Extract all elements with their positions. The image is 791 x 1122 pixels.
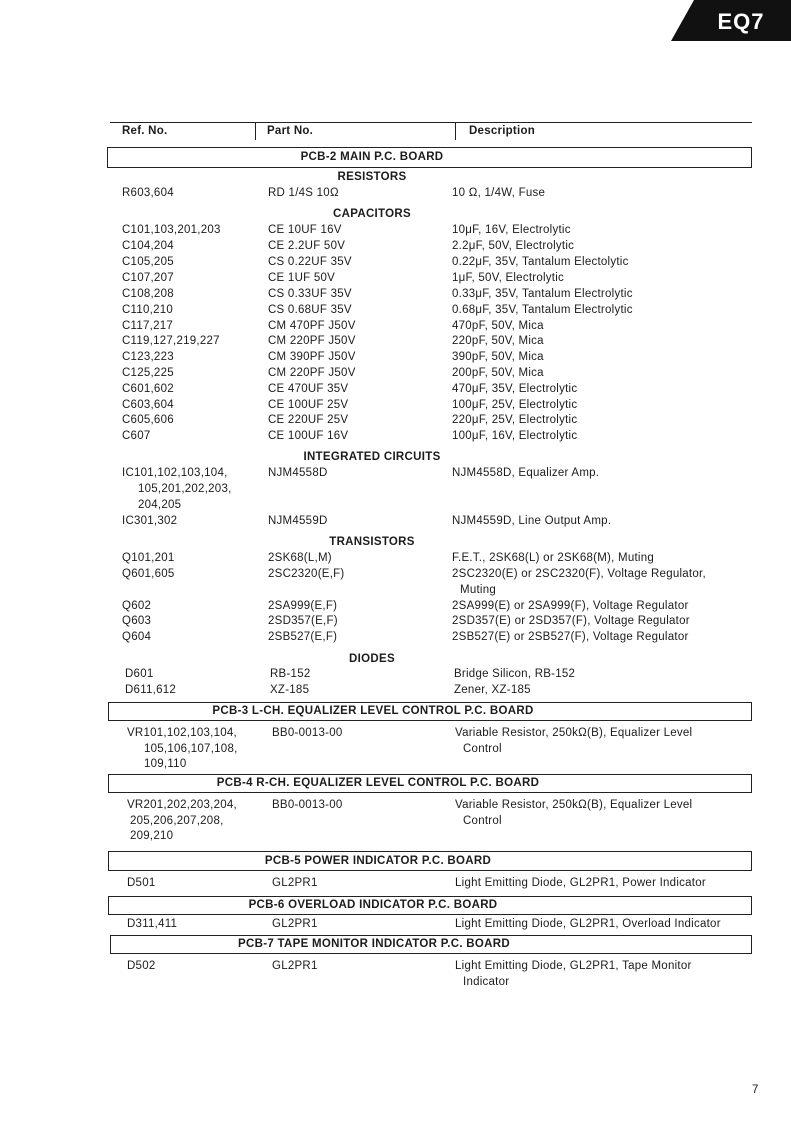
- page-number: 7: [752, 1084, 759, 1096]
- ref-no: Q603: [122, 615, 152, 627]
- description-cell: [455, 798, 692, 829]
- part-no: CS 0.68UF 35V: [268, 304, 352, 316]
- category-heading: TRANSISTORS: [329, 536, 415, 548]
- ref-no-continued: 105,106,107,108,: [144, 742, 238, 755]
- description: Light Emitting Diode, GL2PR1, Power Indicator: [455, 877, 706, 889]
- category-heading: RESISTORS: [337, 171, 407, 183]
- board-section-header: [108, 702, 752, 721]
- ref-no-cell: [127, 798, 237, 845]
- description: F.E.T., 2SK68(L) or 2SK68(M), Muting: [452, 552, 655, 564]
- part-no: CE 470UF 35V: [268, 383, 349, 395]
- part-no: CE 10UF 16V: [268, 224, 342, 236]
- ref-no: IC301,302: [122, 515, 178, 527]
- ref-no: C607: [122, 430, 151, 442]
- part-no: 2SK68(L,M): [268, 552, 332, 564]
- part-no: CE 100UF 16V: [268, 430, 349, 442]
- ref-no: Q601,605: [122, 568, 175, 580]
- board-section-header: [110, 935, 752, 954]
- ref-no: C101,103,201,203: [122, 224, 221, 236]
- board-section-header: [108, 774, 752, 793]
- ref-no-cell: [122, 465, 232, 513]
- ref-no: C117,217: [122, 320, 174, 332]
- ref-no-continued: 105,201,202,203,: [138, 483, 232, 495]
- category-heading: INTEGRATED CIRCUITS: [303, 451, 441, 463]
- description-continued: Muting: [460, 584, 497, 596]
- ref-no: C108,208: [122, 288, 174, 300]
- part-no: CE 2.2UF 50V: [268, 240, 346, 252]
- description: 10μF, 16V, Electrolytic: [452, 224, 571, 236]
- ref-no: VR201,202,203,204,: [127, 799, 238, 811]
- part-no: CM 220PF J50V: [268, 367, 356, 379]
- description: 200pF, 50V, Mica: [452, 367, 544, 379]
- part-no: NJM4559D: [268, 515, 328, 527]
- description: 2.2μF, 50V, Electrolytic: [452, 240, 575, 252]
- description-continued: Control: [463, 742, 502, 755]
- category-heading: DIODES: [349, 653, 395, 665]
- ref-no: C123,223: [122, 351, 174, 363]
- part-no: CS 0.22UF 35V: [268, 256, 352, 268]
- description: 10 Ω, 1/4W, Fuse: [452, 187, 546, 199]
- ref-no-continued: 205,206,207,208,: [130, 814, 224, 827]
- ref-no: VR101,102,103,104,: [127, 727, 238, 739]
- description: Bridge Silicon, RB-152: [454, 668, 576, 680]
- part-no: 2SB527(E,F): [268, 631, 338, 643]
- part-no: RD 1/4S 10Ω: [268, 187, 339, 199]
- part-no: CE 100UF 25V: [268, 399, 349, 411]
- board-title: PCB-5 POWER INDICATOR P.C. BOARD: [264, 855, 492, 867]
- board-section-header: [108, 851, 752, 871]
- ref-no-continued: 109,110: [144, 758, 187, 771]
- column-header-part: Part No.: [267, 125, 314, 137]
- part-no: GL2PR1: [272, 877, 318, 889]
- page-tab: [671, 0, 791, 41]
- ref-no-continued: 209,210: [130, 830, 174, 843]
- page-tab-label: EQ7: [717, 9, 765, 34]
- part-no: BB0-0013-00: [272, 799, 343, 811]
- board-title: PCB-2 MAIN P.C. BOARD: [300, 151, 444, 163]
- description: 2SB527(E) or 2SB527(F), Voltage Regulator: [452, 631, 689, 643]
- part-no: 2SD357(E,F): [268, 615, 338, 627]
- description: 2SA999(E) or 2SA999(F), Voltage Regulator: [452, 600, 689, 612]
- description-continued: Control: [463, 814, 502, 827]
- description-continued: Indicator: [463, 976, 510, 988]
- board-title: PCB-3 L-CH. EQUALIZER LEVEL CONTROL P.C. BOARD: [212, 705, 534, 717]
- ref-no: C110,210: [122, 304, 174, 316]
- description: Light Emitting Diode, GL2PR1, Overload Indicator: [455, 918, 721, 930]
- description: 220pF, 50V, Mica: [452, 335, 544, 347]
- description: Light Emitting Diode, GL2PR1, Tape Monitor: [455, 960, 692, 972]
- description: 0.22μF, 35V, Tantalum Electolytic: [452, 256, 629, 268]
- ref-no: Q604: [122, 631, 152, 643]
- part-no: CE 1UF 50V: [268, 272, 336, 284]
- ref-no: C605,606: [122, 414, 174, 426]
- description: 0.33μF, 35V, Tantalum Electrolytic: [452, 288, 633, 300]
- description: 1μF, 50V, Electrolytic: [452, 272, 565, 284]
- description: Variable Resistor, 250kΩ(B), Equalizer Level: [455, 727, 693, 739]
- part-no: BB0-0013-00: [272, 727, 343, 739]
- ref-no: IC101,102,103,104,: [122, 467, 228, 479]
- ref-no: C125,225: [122, 367, 174, 379]
- ref-no: Q602: [122, 600, 152, 612]
- description: 0.68μF, 35V, Tantalum Electrolytic: [452, 304, 633, 316]
- description: NJM4558D, Equalizer Amp.: [452, 467, 600, 479]
- part-no: RB-152: [270, 668, 311, 680]
- description: 2SC2320(E) or 2SC2320(F), Voltage Regulator,: [452, 568, 706, 580]
- description: 220μF, 25V, Electrolytic: [452, 414, 578, 426]
- ref-no: C119,127,219,227: [122, 335, 220, 347]
- part-no: GL2PR1: [272, 918, 318, 930]
- ref-no: D501: [127, 877, 156, 889]
- ref-no: C601,602: [122, 383, 174, 395]
- description: Variable Resistor, 250kΩ(B), Equalizer Level: [455, 799, 693, 811]
- ref-no: D311,411: [127, 918, 178, 930]
- description-cell: [455, 726, 692, 757]
- description: 390pF, 50V, Mica: [452, 351, 544, 363]
- description: 470μF, 35V, Electrolytic: [452, 383, 578, 395]
- column-divider: [455, 122, 456, 140]
- part-no: CS 0.33UF 35V: [268, 288, 352, 300]
- ref-no: D601: [125, 668, 154, 680]
- ref-no: Q101,201: [122, 552, 175, 564]
- ref-no: C107,207: [122, 272, 174, 284]
- ref-no-cell: [127, 726, 238, 773]
- description: 100μF, 16V, Electrolytic: [452, 430, 578, 442]
- ref-no: C603,604: [122, 399, 174, 411]
- description-cell: [452, 566, 706, 598]
- description: NJM4559D, Line Output Amp.: [452, 515, 612, 527]
- part-no: CE 220UF 25V: [268, 414, 349, 426]
- board-section-header: [107, 147, 752, 168]
- part-no: 2SA999(E,F): [268, 600, 338, 612]
- ref-no-continued: 204,205: [138, 499, 182, 511]
- column-divider: [255, 122, 256, 140]
- part-no: GL2PR1: [272, 960, 318, 972]
- part-no: CM 220PF J50V: [268, 335, 356, 347]
- board-title: PCB-4 R-CH. EQUALIZER LEVEL CONTROL P.C. BOARD: [216, 777, 540, 789]
- description: 100μF, 25V, Electrolytic: [452, 399, 578, 411]
- board-title: PCB-6 OVERLOAD INDICATOR P.C. BOARD: [248, 899, 498, 911]
- description-cell: [455, 958, 692, 990]
- column-header-description: Description: [469, 125, 536, 137]
- ref-no: C104,204: [122, 240, 174, 252]
- part-no: 2SC2320(E,F): [268, 568, 345, 580]
- part-no: CM 470PF J50V: [268, 320, 356, 332]
- ref-no: C105,205: [122, 256, 174, 268]
- ref-no: R603,604: [122, 187, 174, 199]
- part-no: NJM4558D: [268, 467, 328, 479]
- ref-no: D502: [127, 960, 156, 972]
- column-header-ref: Ref. No.: [122, 125, 168, 137]
- part-no: CM 390PF J50V: [268, 351, 356, 363]
- board-title: PCB-7 TAPE MONITOR INDICATOR P.C. BOARD: [238, 938, 510, 950]
- description: 470pF, 50V, Mica: [452, 320, 544, 332]
- board-section-header: [108, 896, 752, 915]
- ref-no: D611,612: [125, 684, 177, 696]
- description: 2SD357(E) or 2SD357(F), Voltage Regulator: [452, 615, 690, 627]
- description: Zener, XZ-185: [454, 684, 531, 696]
- part-no: XZ-185: [270, 684, 310, 696]
- category-heading: CAPACITORS: [333, 208, 411, 220]
- header-top-rule: [110, 122, 752, 123]
